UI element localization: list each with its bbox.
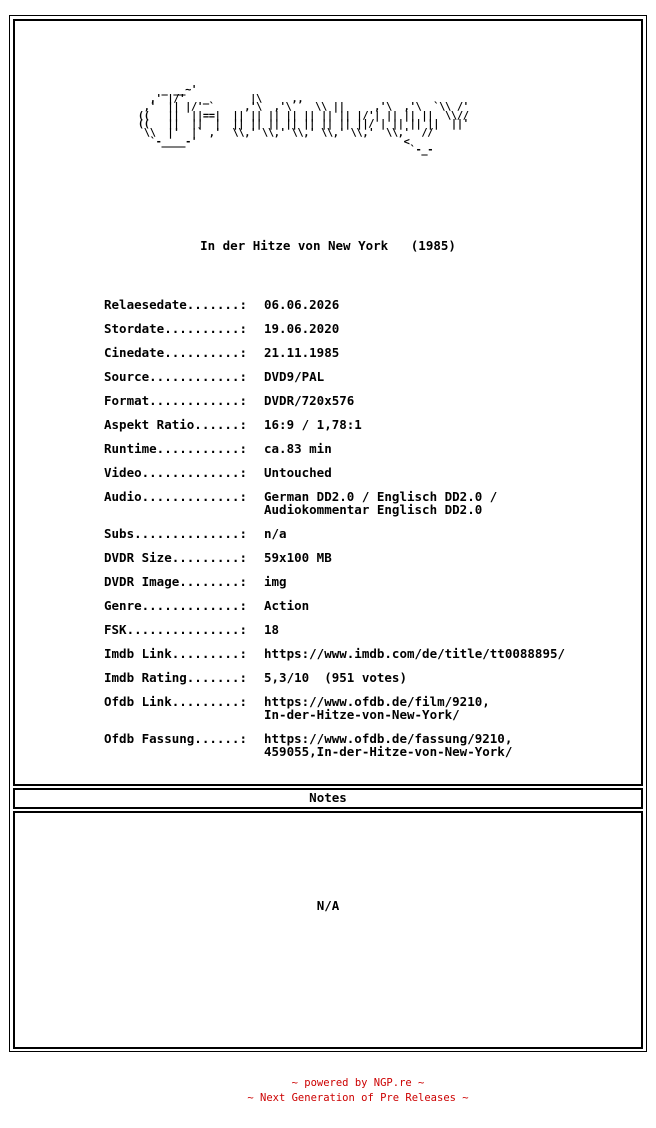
info-row <box>104 695 565 721</box>
info-value: 5,3/10 (951 votes) <box>264 670 407 685</box>
imdb-link[interactable]: https://www.imdb.com/de/title/tt0088895/ <box>264 646 566 661</box>
ascii-logo-line: `-____-' < <box>132 135 410 148</box>
info-value: 19.06.2020 <box>264 321 340 336</box>
info-label: FSK...............: <box>104 622 247 637</box>
info-label: Ofdb Link.........: <box>104 694 247 709</box>
info-label: Ofdb Fassung......: <box>104 731 247 746</box>
info-label: Source............: <box>104 369 247 384</box>
info-row <box>104 671 565 684</box>
info-value: Untouched <box>264 465 332 480</box>
release-info-list <box>104 298 565 769</box>
info-value: DVD9/PAL <box>264 369 325 384</box>
info-value: German DD2.0 / Englisch DD2.0 / Audiokommentar Englisch DD2.0 <box>264 489 498 517</box>
info-row <box>104 599 565 612</box>
notes-panel <box>13 811 643 1049</box>
info-row <box>104 346 565 359</box>
info-value: 16:9 / 1,78:1 <box>264 417 362 432</box>
info-row <box>104 575 565 588</box>
footer-powered-by[interactable]: ~ powered by NGP.re ~ <box>291 1077 425 1089</box>
info-row <box>104 370 565 383</box>
ascii-logo-line: \\ |' |` ,' \\,' \\,' \\,' \\,' \\,' \\,' // <box>132 126 434 139</box>
footer <box>0 1076 656 1106</box>
info-value: Action <box>264 598 310 613</box>
info-value: ca.83 min <box>264 441 332 456</box>
info-label: Video.............: <box>104 465 247 480</box>
info-label: Format............: <box>104 393 247 408</box>
info-label: Imdb Link.........: <box>104 646 247 661</box>
ascii-logo-line: _ __~' <box>132 84 197 96</box>
info-label: Genre.............: <box>104 598 247 613</box>
info-row <box>104 466 565 479</box>
info-label: DVDR Image........: <box>104 574 247 589</box>
release-title: In der Hitze von New York (1985) <box>200 238 456 253</box>
info-row <box>104 442 565 455</box>
info-row <box>104 527 565 540</box>
info-value: 18 <box>264 622 280 637</box>
info-row <box>104 322 565 335</box>
info-label: Audio.............: <box>104 489 247 504</box>
info-value: 59x100 MB <box>264 550 332 565</box>
info-value: 21.11.1985 <box>264 345 340 360</box>
ascii-logo <box>132 86 469 155</box>
info-label: Imdb Rating.......: <box>104 670 247 685</box>
ascii-logo-line: `-_- <box>132 144 434 157</box>
ascii-logo-line: (( || ||==| || || || || || || || |/'| || || || \\// <box>132 109 469 122</box>
info-label: DVDR Size.........: <box>104 550 247 565</box>
ofdb-fassung-link[interactable]: https://www.ofdb.de/fassung/9210, 459055,In-der-Hitze-von-New-York/ <box>264 731 513 759</box>
info-value: 06.06.2026 <box>264 297 340 312</box>
notes-text: N/A <box>316 898 340 913</box>
info-row <box>104 551 565 564</box>
info-row <box>104 418 565 431</box>
info-row <box>104 647 565 660</box>
info-row <box>104 490 565 516</box>
info-row <box>104 732 565 758</box>
info-value: img <box>264 574 287 589</box>
info-row <box>104 394 565 407</box>
info-row <box>104 298 565 311</box>
info-label: Stordate..........: <box>104 321 247 336</box>
ascii-logo-line: ,' |/' _ |\ ,, <box>132 92 304 105</box>
ascii-logo-line: (( || || | || || || || || || || ||/ | || || || ||' <box>132 118 469 131</box>
ofdb-link[interactable]: https://www.ofdb.de/film/9210, In-der-Hitze-von-New-York/ <box>264 694 490 722</box>
info-row <box>104 623 565 636</box>
footer-tagline: ~ Next Generation of Pre Releases ~ <box>247 1092 469 1104</box>
notes-heading: Notes <box>309 790 347 805</box>
info-label: Subs..............: <box>104 526 247 541</box>
info-label: Relaesedate.......: <box>104 297 247 312</box>
info-value: DVDR/720x576 <box>264 393 355 408</box>
info-label: Cinedate..........: <box>104 345 247 360</box>
info-value: n/a <box>264 526 287 541</box>
ascii-logo-line: ,' || |/' ` ,'\ ,'\ \\ || ,'\ ,'\ `\\ /' <box>132 101 469 114</box>
info-label: Runtime...........: <box>104 441 247 456</box>
info-label: Aspekt Ratio......: <box>104 417 247 432</box>
